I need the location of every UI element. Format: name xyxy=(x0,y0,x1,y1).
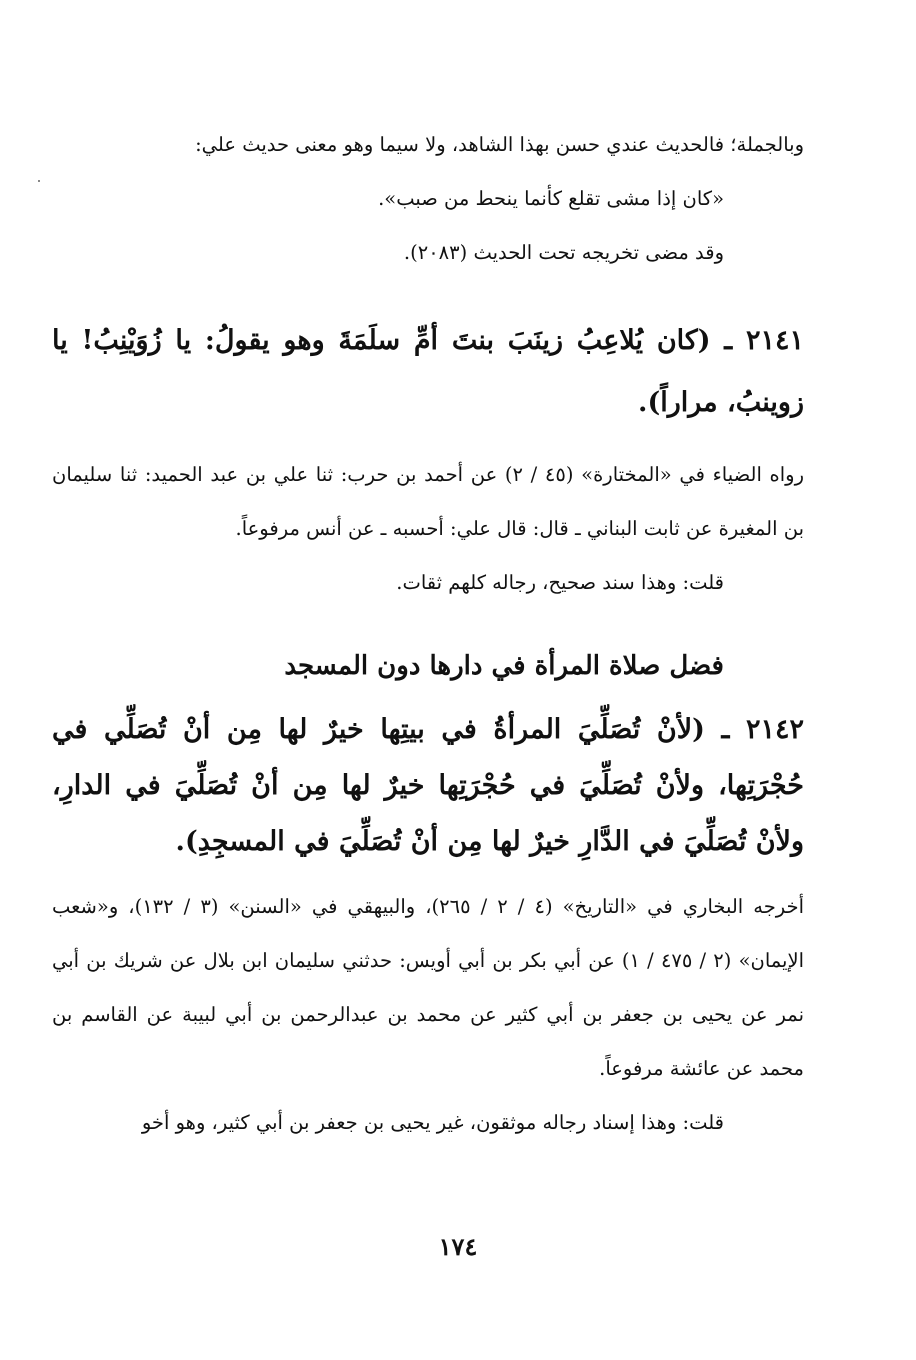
quoted-hadith: «كان إذا مشى تقلع كأنما ينحط من صبب». xyxy=(378,187,724,210)
chapter-title: فضل صلاة المرأة في دارها دون المسجد xyxy=(284,651,724,681)
page-number: ١٧٤ xyxy=(438,1232,478,1261)
paragraph-takhrij-2142: أخرجه البخاري في «التاريخ» (٤ / ٢ / ٢٦٥)، والبيهقي في «السنن» (٣ / ١٣٢)، و«شعب الإيمان» (٢ / ٤٧٥ / ١) عن أبي بكر بن أبي أويس: حدثني سليمان ابن بلال عن شريك بن أبي نمر عن يحيى بن جعفر بن أبي كثير عن محمد بن عبدالرحمن بن أبي لبيبة عن القاسم بن محمد عن عائشة مرفوعاً. xyxy=(52,895,805,1080)
paragraph-reference: وقد مضى تخريجه تحت الحديث (٢٠٨٣). xyxy=(403,241,724,264)
paragraph-conclusion: وبالجملة؛ فالحديث عندي حسن بهذا الشاهد، ولا سيما وهو معنى حديث علي: xyxy=(195,133,804,156)
hadith-2141: ٢١٤١ ـ (كان يُلاعِبُ زينَبَ بنتَ أمِّ سلَمَةَ وهو يقولُ: يا زُوَيْنِبُ! يا زوينبُ، مراراً). xyxy=(52,325,804,418)
paragraph-verdict-2141: قلت: وهذا سند صحيح، رجاله كلهم ثقات. xyxy=(396,571,724,594)
hadith-2142: ٢١٤٢ ـ (لأنْ تُصَلِّيَ المرأةُ في بيتِها خيرٌ لها مِن أنْ تُصَلِّي في حُجْرَتِها، ولأنْ تُصَلِّيَ في حُجْرَتِها خيرٌ لها مِن أنْ تُصَلِّيَ في الدارِ، ولأنْ تُصَلِّيَ في الدَّارِ خيرٌ لها مِن أنْ تُصَلِّيَ في المسجِدِ). xyxy=(52,714,804,857)
speck xyxy=(38,180,40,182)
paragraph-verdict-2142: قلت: وهذا إسناد رجاله موثقون، غير يحيى بن جعفر بن أبي كثير، وهو أخو xyxy=(141,1111,724,1134)
page-body xyxy=(52,118,804,1150)
paragraph-takhrij-2141: رواه الضياء في «المختارة» (٤٥ / ٢) عن أحمد بن حرب: ثنا علي بن عبد الحميد: ثنا سليمان بن المغيرة عن ثابت البناني ـ قال: قال علي: أحسبه ـ عن أنس مرفوعاً. xyxy=(52,463,805,540)
